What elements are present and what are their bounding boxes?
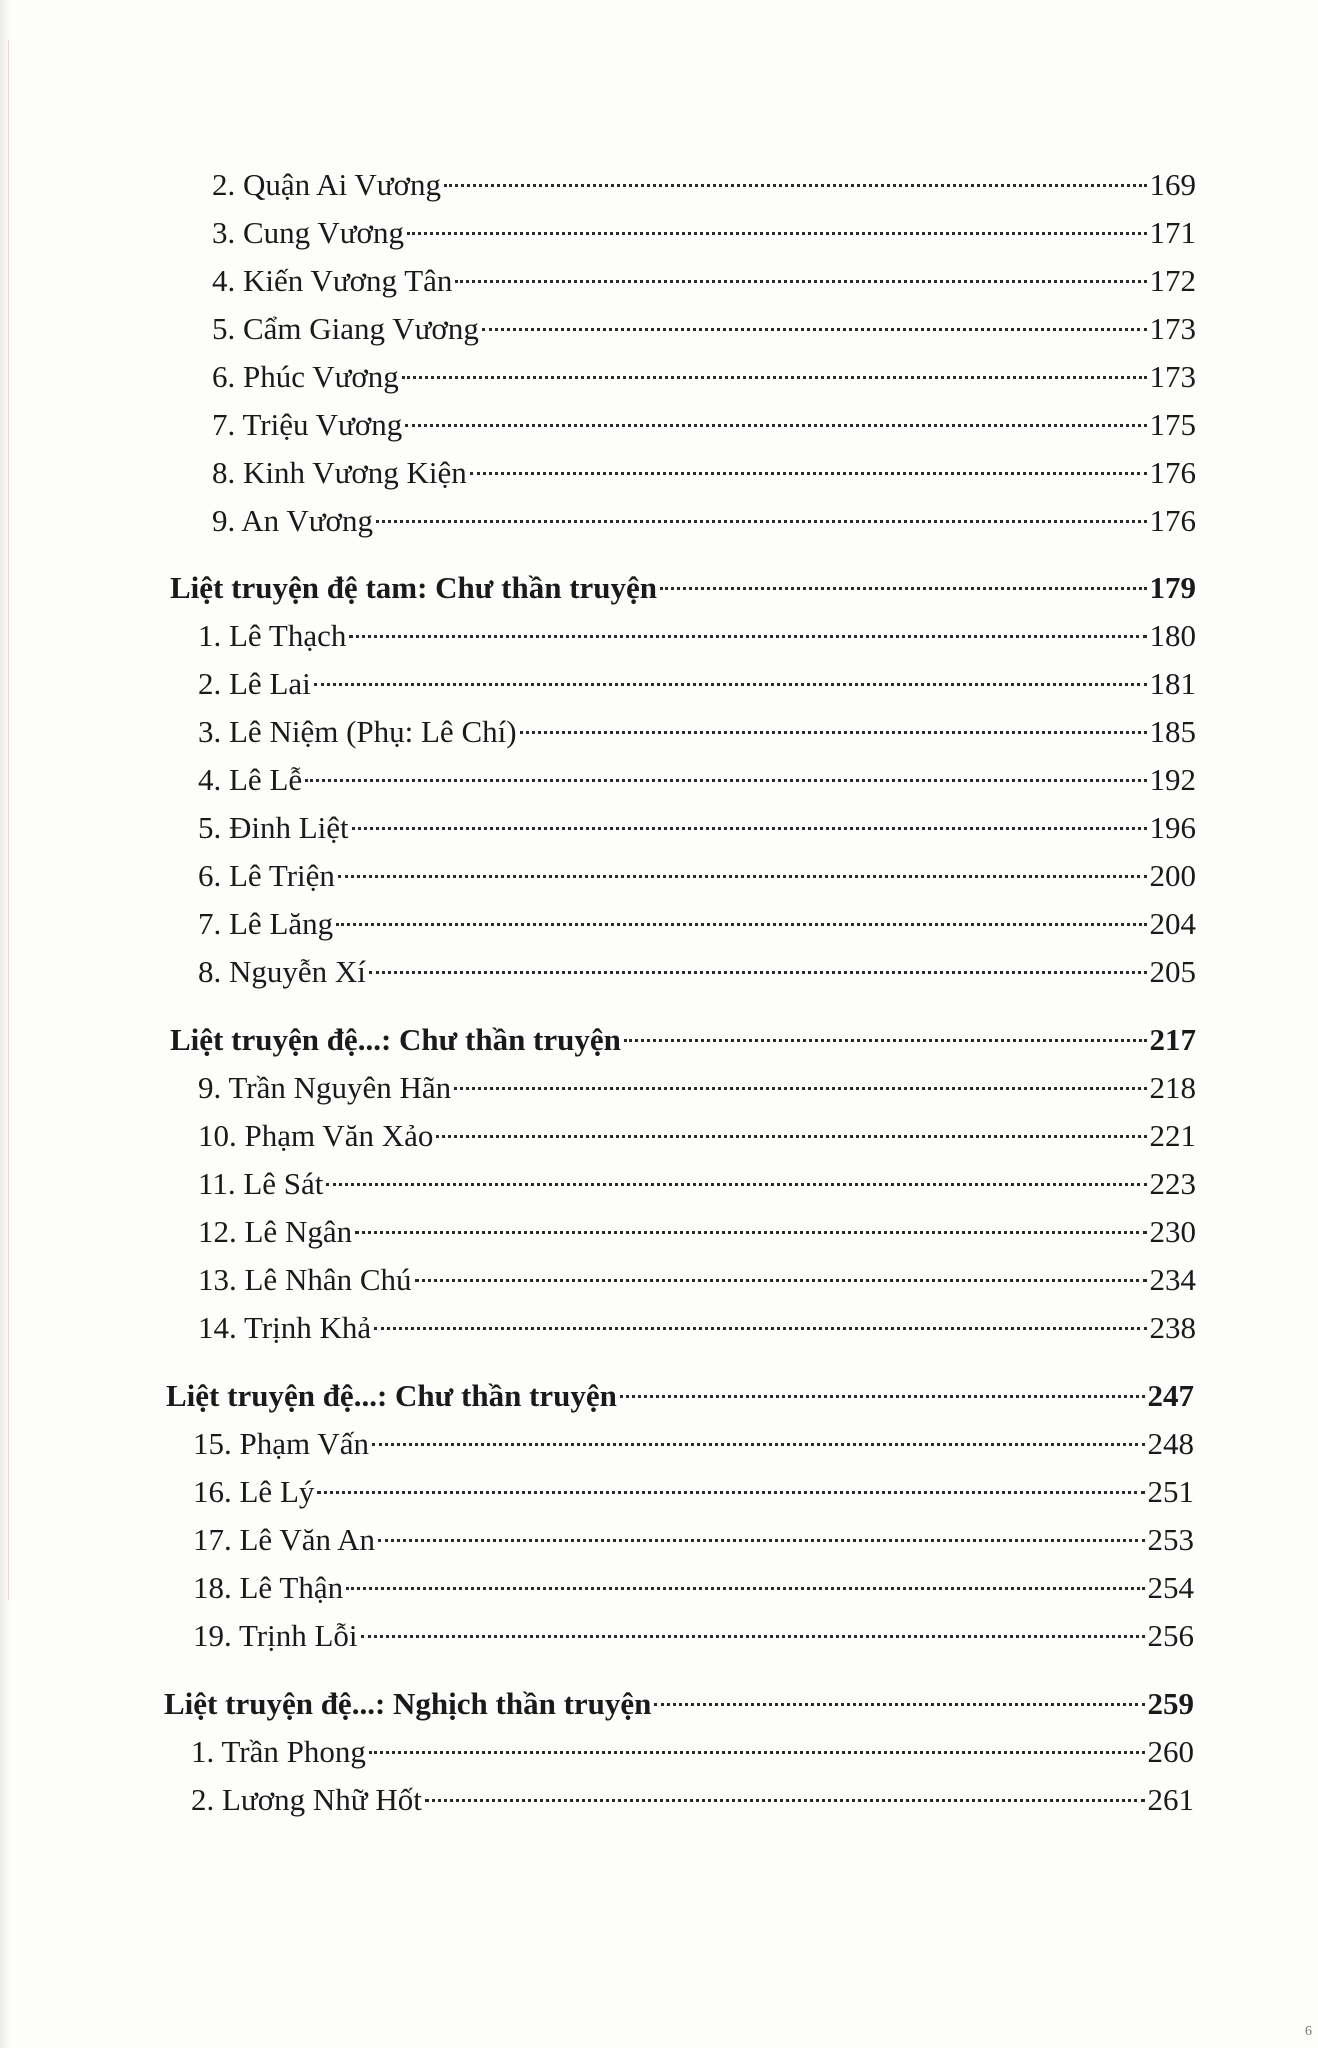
entry-page-number: 251 — [1147, 1474, 1194, 1509]
entry-title: 2. Lê Lai — [198, 666, 311, 701]
dot-leader — [415, 1279, 1147, 1282]
toc-section-heading — [166, 1374, 1194, 1418]
dot-leader — [346, 1587, 1144, 1590]
entry-title: 8. Kinh Vương Kiện — [212, 455, 467, 490]
toc-entry — [212, 499, 1196, 543]
entry-page-number: 200 — [1149, 858, 1196, 893]
toc-entry — [193, 1518, 1194, 1562]
entry-title: 2. Lương Nhữ Hốt — [191, 1782, 422, 1817]
entry-title: 5. Cẩm Giang Vương — [212, 311, 479, 346]
dot-leader — [436, 1135, 1146, 1138]
entry-page-number: 221 — [1149, 1118, 1196, 1153]
toc-section-heading — [164, 1682, 1194, 1726]
dot-leader — [405, 424, 1146, 427]
toc-entry — [198, 1114, 1196, 1158]
dot-leader — [369, 971, 1147, 974]
dot-leader — [378, 1539, 1145, 1542]
entry-page-number: 261 — [1147, 1782, 1194, 1817]
dot-leader — [624, 1039, 1147, 1042]
entry-page-number: 173 — [1149, 311, 1196, 346]
dot-leader — [455, 280, 1146, 283]
toc-entry — [212, 403, 1196, 447]
toc-section-heading — [170, 1018, 1196, 1062]
entry-title: 1. Trần Phong — [191, 1734, 366, 1769]
toc-entry — [198, 710, 1196, 754]
entry-page-number: 180 — [1149, 618, 1196, 653]
toc-entry — [198, 854, 1196, 898]
entry-title: 10. Phạm Văn Xảo — [198, 1118, 434, 1153]
entry-title: 15. Phạm Vấn — [193, 1426, 369, 1461]
dot-leader — [444, 184, 1147, 187]
toc-entry — [191, 1778, 1194, 1822]
toc-entry — [193, 1422, 1194, 1466]
dot-leader — [305, 779, 1146, 782]
dot-leader — [352, 827, 1147, 830]
dot-leader — [620, 1395, 1145, 1398]
toc-entry — [193, 1470, 1194, 1514]
toc-entry — [198, 1306, 1196, 1350]
entry-page-number: 196 — [1149, 810, 1196, 845]
dot-leader — [326, 1183, 1146, 1186]
section-page-number: 247 — [1147, 1378, 1194, 1413]
toc-entry — [212, 451, 1196, 495]
entry-page-number: 254 — [1147, 1570, 1194, 1605]
entry-page-number: 205 — [1149, 954, 1196, 989]
section-page-number: 217 — [1149, 1022, 1196, 1057]
entry-page-number: 248 — [1147, 1426, 1194, 1461]
entry-page-number: 181 — [1149, 666, 1196, 701]
section-title: Liệt truyện đệ...: Nghịch thần truyện — [164, 1686, 652, 1721]
dot-leader — [349, 635, 1146, 638]
entry-page-number: 218 — [1149, 1070, 1196, 1105]
toc-entry — [198, 806, 1196, 850]
dot-leader — [660, 587, 1146, 590]
toc-entry — [212, 355, 1196, 399]
dot-leader — [374, 1327, 1146, 1330]
entry-page-number: 185 — [1149, 714, 1196, 749]
section-title: Liệt truyện đệ tam: Chư thần truyện — [170, 570, 658, 605]
entry-page-number: 169 — [1149, 167, 1196, 202]
entry-title: 4. Lê Lễ — [198, 762, 303, 797]
toc-entry — [212, 259, 1196, 303]
entry-page-number: 223 — [1149, 1166, 1196, 1201]
toc-entry — [193, 1566, 1194, 1610]
entry-title: 13. Lê Nhân Chú — [198, 1262, 412, 1297]
dot-leader — [372, 1443, 1145, 1446]
entry-page-number: 253 — [1147, 1522, 1194, 1557]
entry-title: 12. Lê Ngân — [198, 1214, 353, 1249]
dot-leader — [520, 731, 1147, 734]
entry-title: 17. Lê Văn An — [193, 1522, 375, 1557]
entry-title: 11. Lê Sát — [198, 1166, 324, 1201]
entry-title: 16. Lê Lý — [193, 1474, 315, 1509]
entry-page-number: 204 — [1149, 906, 1196, 941]
entry-title: 8. Nguyễn Xí — [198, 954, 366, 989]
dot-leader — [376, 520, 1147, 523]
entry-title: 6. Lê Triện — [198, 858, 335, 893]
dot-leader — [482, 328, 1147, 331]
section-title: Liệt truyện đệ...: Chư thần truyện — [170, 1022, 621, 1057]
entry-title: 5. Đinh Liệt — [198, 810, 349, 845]
entry-page-number: 176 — [1149, 455, 1196, 490]
entry-title: 7. Triệu Vương — [212, 407, 403, 442]
toc-entry — [198, 950, 1196, 994]
entry-title: 14. Trịnh Khả — [198, 1310, 372, 1345]
entry-title: 2. Quận Ai Vương — [212, 167, 441, 202]
entry-page-number: 172 — [1149, 263, 1196, 298]
page-corner-mark: 6 — [1305, 2024, 1312, 2039]
entry-title: 6. Phúc Vương — [212, 359, 399, 394]
entry-page-number: 234 — [1149, 1262, 1196, 1297]
toc-entry — [212, 163, 1196, 207]
toc-entry — [198, 1210, 1196, 1254]
entry-page-number: 173 — [1149, 359, 1196, 394]
toc-entry — [191, 1730, 1194, 1774]
entry-title: 4. Kiến Vương Tân — [212, 263, 453, 298]
dot-leader — [361, 1635, 1145, 1638]
entry-title: 3. Cung Vương — [212, 215, 404, 250]
toc-entry — [198, 1162, 1196, 1206]
dot-leader — [336, 923, 1146, 926]
entry-page-number: 230 — [1149, 1214, 1196, 1249]
entry-title: 19. Trịnh Lỗi — [193, 1618, 358, 1653]
dot-leader — [470, 472, 1147, 475]
entry-page-number: 171 — [1149, 215, 1196, 250]
toc-entry — [198, 758, 1196, 802]
entry-title: 9. An Vương — [212, 503, 373, 538]
dot-leader — [654, 1703, 1144, 1706]
entry-page-number: 260 — [1147, 1734, 1194, 1769]
entry-title: 18. Lê Thận — [193, 1570, 344, 1605]
dot-leader — [317, 1491, 1144, 1494]
dot-leader — [454, 1087, 1146, 1090]
dot-leader — [355, 1231, 1146, 1234]
toc-entry — [198, 902, 1196, 946]
dot-leader — [407, 232, 1147, 235]
toc-section-heading — [170, 566, 1196, 610]
entry-title: 7. Lê Lăng — [198, 906, 334, 941]
dot-leader — [402, 376, 1147, 379]
toc-entry — [198, 662, 1196, 706]
section-page-number: 179 — [1149, 570, 1196, 605]
toc-entry — [198, 1066, 1196, 1110]
entry-page-number: 238 — [1149, 1310, 1196, 1345]
toc-entry — [212, 211, 1196, 255]
toc-entry — [198, 1258, 1196, 1302]
entry-page-number: 192 — [1149, 762, 1196, 797]
entry-page-number: 256 — [1147, 1618, 1194, 1653]
entry-page-number: 176 — [1149, 503, 1196, 538]
toc-entry — [212, 307, 1196, 351]
entry-title: 1. Lê Thạch — [198, 618, 347, 653]
dot-leader — [369, 1751, 1145, 1754]
section-page-number: 259 — [1147, 1686, 1194, 1721]
dot-leader — [314, 683, 1147, 686]
entry-title: 3. Lê Niệm (Phụ: Lê Chí) — [198, 714, 517, 749]
entry-page-number: 175 — [1149, 407, 1196, 442]
dot-leader — [425, 1799, 1145, 1802]
entry-title: 9. Trần Nguyên Hãn — [198, 1070, 452, 1105]
dot-leader — [338, 875, 1147, 878]
section-title: Liệt truyện đệ...: Chư thần truyện — [166, 1378, 617, 1413]
toc-entry — [198, 614, 1196, 658]
toc-entry — [193, 1614, 1194, 1658]
